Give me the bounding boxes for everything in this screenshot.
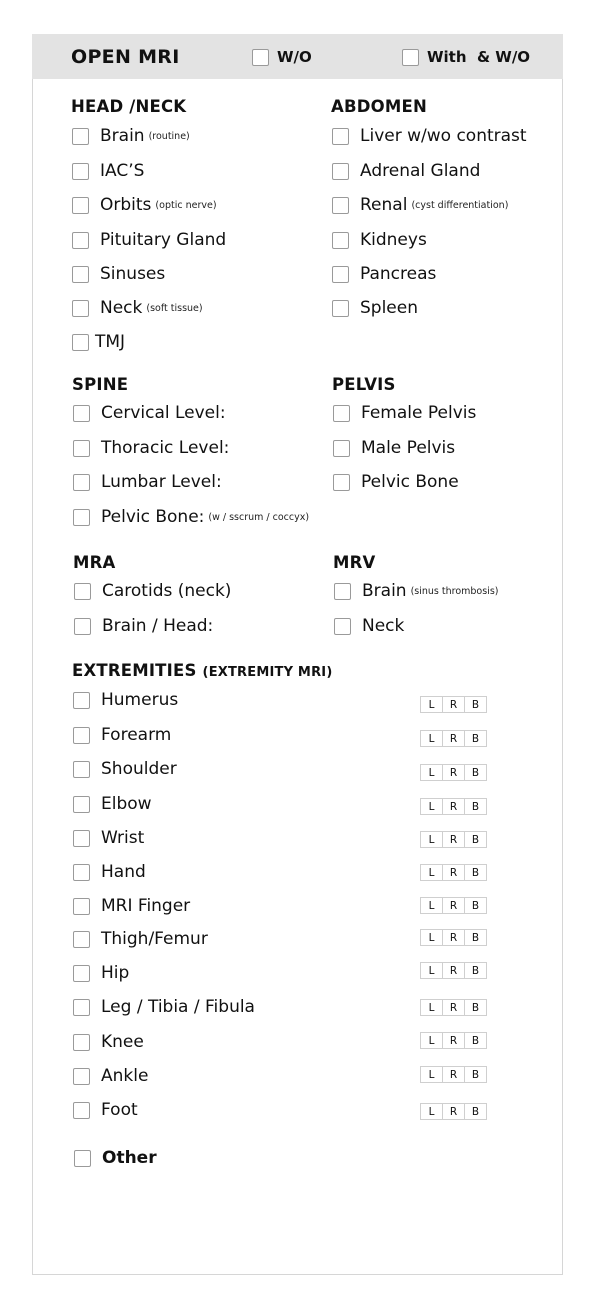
item-note: (sinus thrombosis) <box>410 585 499 597</box>
side-option-r[interactable]: R <box>442 1103 465 1120</box>
checkbox[interactable] <box>332 266 349 283</box>
checkbox[interactable] <box>334 618 351 635</box>
item-extremity[interactable] <box>73 896 190 916</box>
checkbox[interactable] <box>332 197 349 214</box>
item-label: Knee <box>101 1032 144 1052</box>
item-label: Orbits <box>100 195 152 215</box>
side-option-r[interactable]: R <box>442 962 465 979</box>
item-liver[interactable] <box>332 126 527 146</box>
checkbox[interactable] <box>333 474 350 491</box>
item-label: Hip <box>101 963 130 983</box>
checkbox[interactable] <box>73 1068 90 1085</box>
side-selector <box>420 1103 486 1120</box>
section-title-spine: SPINE <box>72 375 129 394</box>
side-option-l[interactable]: L <box>420 798 443 815</box>
checkbox[interactable] <box>73 440 90 457</box>
item-label: Leg / Tibia / Fibula <box>101 997 255 1017</box>
item-label: Other <box>102 1148 157 1168</box>
checkbox[interactable] <box>333 405 350 422</box>
option-label: W/O <box>277 48 312 66</box>
section-title-head-neck: HEAD /NECK <box>71 97 187 116</box>
item-neck[interactable] <box>72 298 203 318</box>
item-label: Pelvic Bone <box>361 472 459 492</box>
item-note: (soft tissue) <box>146 302 203 314</box>
item-label: Hand <box>101 862 146 882</box>
item-label: Thoracic Level: <box>101 438 230 458</box>
checkbox[interactable] <box>73 509 90 526</box>
side-option-b[interactable]: B <box>464 929 487 946</box>
page-title: OPEN MRI <box>71 46 180 68</box>
item-label: Carotids (neck) <box>102 581 232 601</box>
side-option-b[interactable]: B <box>464 831 487 848</box>
section-title-mra: MRA <box>73 553 116 572</box>
side-option-l[interactable]: L <box>420 764 443 781</box>
item-pelvic-bone[interactable] <box>333 472 459 492</box>
option-with-and-without-contrast[interactable] <box>402 48 530 66</box>
side-selector <box>420 929 486 946</box>
side-selector <box>420 798 486 815</box>
item-adrenal-gland[interactable] <box>332 161 480 181</box>
side-selector <box>420 897 486 914</box>
section-title-abdomen: ABDOMEN <box>331 97 427 116</box>
side-option-b[interactable]: B <box>464 1032 487 1049</box>
item-kidneys[interactable] <box>332 230 427 250</box>
checkbox[interactable] <box>73 864 90 881</box>
item-spleen[interactable] <box>332 298 418 318</box>
item-note: (w / sscrum / coccyx) <box>208 511 310 523</box>
side-option-b[interactable]: B <box>464 999 487 1016</box>
item-extremity[interactable] <box>73 1100 138 1120</box>
item-iacs[interactable] <box>72 161 144 181</box>
side-selector <box>420 764 486 781</box>
side-option-l[interactable]: L <box>420 1103 443 1120</box>
item-extremity[interactable] <box>73 725 171 745</box>
side-option-b[interactable]: B <box>464 1066 487 1083</box>
section-title-mrv: MRV <box>333 553 376 572</box>
item-label: Brain <box>362 581 407 601</box>
side-selector <box>420 831 486 848</box>
item-pancreas[interactable] <box>332 264 436 284</box>
item-tmj[interactable] <box>72 332 125 352</box>
side-option-l[interactable]: L <box>420 831 443 848</box>
item-label: Brain / Head: <box>102 616 214 636</box>
option-without-contrast[interactable] <box>252 48 312 66</box>
item-label: Cervical Level: <box>101 403 226 423</box>
side-option-r[interactable]: R <box>442 764 465 781</box>
item-extremity[interactable] <box>73 1032 144 1052</box>
checkbox[interactable] <box>74 1150 91 1167</box>
item-label: Kidneys <box>360 230 427 250</box>
item-label: Shoulder <box>101 759 177 779</box>
side-option-r[interactable]: R <box>442 897 465 914</box>
side-selector <box>420 696 486 713</box>
item-cervical-level[interactable] <box>73 403 226 423</box>
item-label: Neck <box>100 298 143 318</box>
checkbox[interactable] <box>72 334 89 351</box>
item-thoracic-level[interactable] <box>73 438 229 458</box>
side-option-b[interactable]: B <box>464 962 487 979</box>
item-orbits[interactable] <box>72 195 217 215</box>
checkbox[interactable] <box>73 727 90 744</box>
item-label: Thigh/Femur <box>101 929 208 949</box>
side-option-r[interactable]: R <box>442 831 465 848</box>
item-label: Sinuses <box>100 264 166 284</box>
item-male-pelvis[interactable] <box>333 438 455 458</box>
item-extremity[interactable] <box>73 862 146 882</box>
side-option-r[interactable]: R <box>442 1032 465 1049</box>
checkbox[interactable] <box>333 440 350 457</box>
extremities-title: EXTREMITIES <box>72 661 197 680</box>
side-option-b[interactable]: B <box>464 897 487 914</box>
item-carotids[interactable] <box>74 581 231 601</box>
item-mrv-neck[interactable] <box>334 616 404 636</box>
item-note: (optic nerve) <box>155 199 217 211</box>
side-option-r[interactable]: R <box>442 999 465 1016</box>
checkbox[interactable] <box>332 300 349 317</box>
without-contrast-checkbox[interactable] <box>252 49 269 66</box>
side-selector <box>420 1032 486 1049</box>
item-extremity[interactable] <box>73 690 178 710</box>
item-pelvic-bone-spine[interactable] <box>73 507 309 527</box>
item-label: Renal <box>360 195 408 215</box>
item-female-pelvis[interactable] <box>333 403 476 423</box>
side-selector <box>420 730 486 747</box>
checkbox[interactable] <box>73 1102 90 1119</box>
side-option-r[interactable]: R <box>442 798 465 815</box>
checkbox[interactable] <box>334 583 351 600</box>
checkbox[interactable] <box>73 830 90 847</box>
checkbox[interactable] <box>73 999 90 1016</box>
item-label: TMJ <box>95 332 126 352</box>
side-option-b[interactable]: B <box>464 764 487 781</box>
item-sinuses[interactable] <box>72 264 165 284</box>
side-option-b[interactable]: B <box>464 798 487 815</box>
item-label: Elbow <box>101 794 152 814</box>
checkbox[interactable] <box>73 761 90 778</box>
item-label: Adrenal Gland <box>360 161 481 181</box>
checkbox[interactable] <box>73 931 90 948</box>
side-option-b[interactable]: B <box>464 730 487 747</box>
side-option-l[interactable]: L <box>420 1032 443 1049</box>
item-label: Female Pelvis <box>361 403 477 423</box>
checkbox[interactable] <box>72 197 89 214</box>
item-brain-head[interactable] <box>74 616 213 636</box>
item-label: Liver w/wo contrast <box>360 126 527 146</box>
checkbox[interactable] <box>72 163 89 180</box>
option-label: With & W/O <box>427 48 531 66</box>
checkbox[interactable] <box>73 898 90 915</box>
extremities-subtitle: (EXTREMITY MRI) <box>202 665 333 680</box>
item-extremity[interactable] <box>73 1066 148 1086</box>
item-label: IAC’S <box>100 161 145 181</box>
item-label: Neck <box>362 616 405 636</box>
side-option-r[interactable]: R <box>442 696 465 713</box>
item-extremity[interactable] <box>73 794 152 814</box>
item-other[interactable] <box>74 1148 157 1168</box>
item-label: Humerus <box>101 690 179 710</box>
side-option-r[interactable]: R <box>442 864 465 881</box>
item-label: Male Pelvis <box>361 438 456 458</box>
checkbox[interactable] <box>73 405 90 422</box>
checkbox[interactable] <box>73 796 90 813</box>
side-option-l[interactable]: L <box>420 696 443 713</box>
side-option-b[interactable]: B <box>464 1103 487 1120</box>
item-extremity[interactable] <box>73 759 177 779</box>
section-title-extremities <box>72 661 332 680</box>
item-extremity[interactable] <box>73 963 129 983</box>
item-label: Wrist <box>101 828 145 848</box>
checkbox[interactable] <box>72 266 89 283</box>
side-option-r[interactable]: R <box>442 929 465 946</box>
item-lumbar-level[interactable] <box>73 472 222 492</box>
checkbox[interactable] <box>73 965 90 982</box>
side-option-l[interactable]: L <box>420 929 443 946</box>
order-form-card <box>32 34 563 1275</box>
side-option-l[interactable]: L <box>420 999 443 1016</box>
item-label: Lumbar Level: <box>101 472 222 492</box>
section-title-pelvis: PELVIS <box>332 375 396 394</box>
side-selector <box>420 962 486 979</box>
item-label: MRI Finger <box>101 896 191 916</box>
item-label: Spleen <box>360 298 418 318</box>
item-label: Brain <box>100 126 145 146</box>
item-extremity[interactable] <box>73 997 255 1017</box>
checkbox[interactable] <box>72 232 89 249</box>
side-selector <box>420 1066 486 1083</box>
item-label: Pelvic Bone: <box>101 507 205 527</box>
item-brain[interactable] <box>72 126 190 146</box>
checkbox[interactable] <box>332 163 349 180</box>
side-option-r[interactable]: R <box>442 1066 465 1083</box>
checkbox[interactable] <box>72 300 89 317</box>
side-option-r[interactable]: R <box>442 730 465 747</box>
side-option-l[interactable]: L <box>420 1066 443 1083</box>
item-label: Pituitary Gland <box>100 230 227 250</box>
checkbox[interactable] <box>332 128 349 145</box>
side-option-b[interactable]: B <box>464 696 487 713</box>
item-label: Forearm <box>101 725 172 745</box>
item-label: Foot <box>101 1100 138 1120</box>
checkbox[interactable] <box>74 618 91 635</box>
item-renal[interactable] <box>332 195 508 215</box>
checkbox[interactable] <box>72 128 89 145</box>
side-selector <box>420 864 486 881</box>
item-label: Ankle <box>101 1066 149 1086</box>
with-and-without-checkbox[interactable] <box>402 49 419 66</box>
item-label: Pancreas <box>360 264 437 284</box>
checkbox[interactable] <box>73 692 90 709</box>
side-option-l[interactable]: L <box>420 897 443 914</box>
item-pituitary-gland[interactable] <box>72 230 226 250</box>
side-option-b[interactable]: B <box>464 864 487 881</box>
side-selector <box>420 999 486 1016</box>
item-note: (routine) <box>148 130 190 142</box>
checkbox[interactable] <box>73 1034 90 1051</box>
checkbox[interactable] <box>332 232 349 249</box>
item-extremity[interactable] <box>73 828 144 848</box>
side-option-l[interactable]: L <box>420 962 443 979</box>
side-option-l[interactable]: L <box>420 864 443 881</box>
checkbox[interactable] <box>74 583 91 600</box>
item-extremity[interactable] <box>73 929 208 949</box>
checkbox[interactable] <box>73 474 90 491</box>
item-mrv-brain[interactable] <box>334 581 498 601</box>
side-option-l[interactable]: L <box>420 730 443 747</box>
item-note: (cyst differentiation) <box>411 199 509 211</box>
